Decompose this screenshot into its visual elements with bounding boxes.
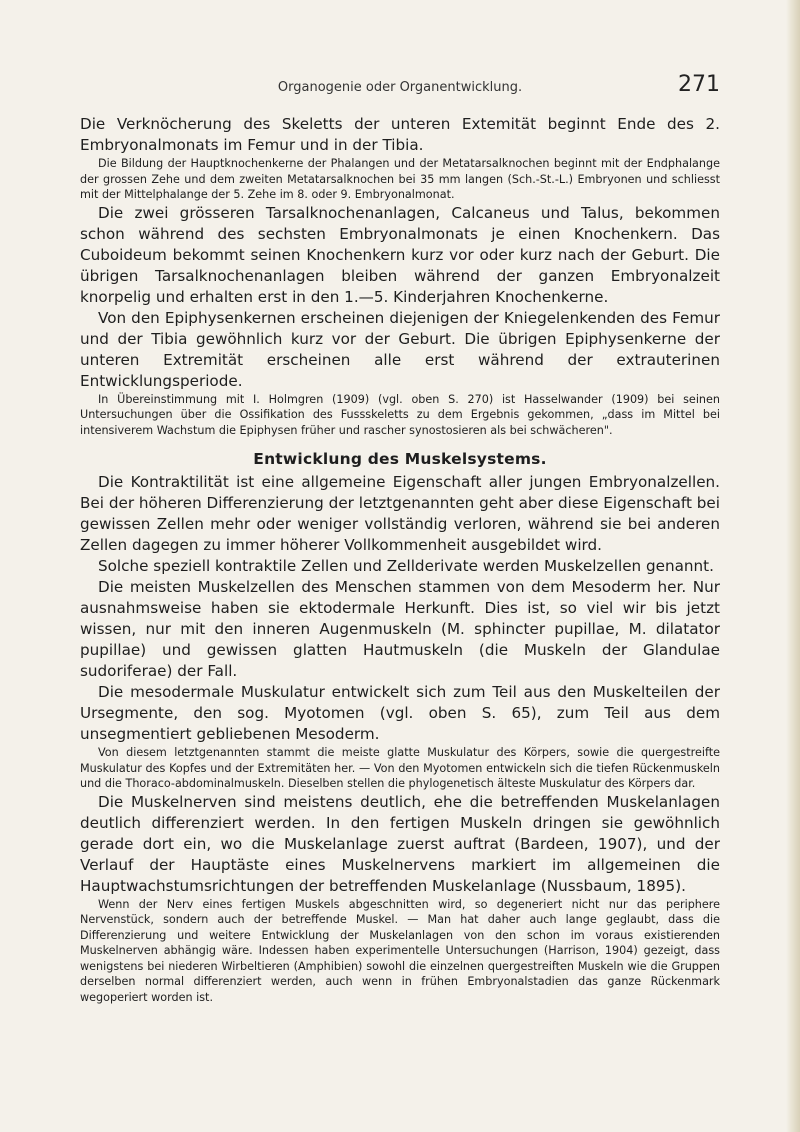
paragraph-mesodermal-musculature: Die mesodermale Muskulatur entwickelt sich zum Teil aus den Muskelteilen der Ursegmente, den sog. Myotomen (vgl. oben S. 65), zum Teil aus dem unsegmentiert gebliebenen Mesoderm. xyxy=(80,683,720,743)
page-edge-shadow xyxy=(786,0,800,1132)
paragraph-epiphyses: Von den Epiphysenkernen erscheinen diejenigen der Kniegelenkenden des Femur und der Tibia gewöhnlich kurz vor der Geburt. Die übrigen Epiphysenkerne der unteren Extremität erscheinen alle erst während der extrauterinen Entwicklungsperiode. xyxy=(80,308,720,390)
paragraph-tarsal: Die zwei grösseren Tarsalknochenanlagen, Calcaneus und Talus, bekommen schon während des sechsten Embryonalmonats je einen Knochenkern. Das Cuboideum bekommt seinen Knochenkern kurz vor oder kurz nach der Geburt. Die übrigen Tarsalknochenanlagen bleiben während der ganzen Embryonalzeit knorpelig und erhalten erst in den 1.—5. Kinderjahren Knochenkerne. xyxy=(80,203,720,306)
paragraph-mesoderm-origin: Die meisten Muskelzellen des Menschen stammen von dem Mesoderm her. Nur ausnahmsweise haben sie ektodermale Herkunft. Dies ist, so viel wir bis jetzt wissen, nur mit den inneren Augenmuskeln (M. sphincter pupillae, M. dilatator pupillae) und gewissen glatten Hautmuskeln (die Muskeln der Glandulae sudoriferae) der Fall. xyxy=(80,578,720,680)
note-nerve-experiments: Wenn der Nerv eines fertigen Muskels abgeschnitten wird, so degeneriert nicht nur das periphere Nervenstück, sondern auch der betreffende Muskel. — Man hat daher auch lange geglaubt, dass die Differenzierung und weitere Entwicklung der Muskelanlagen von den schon im voraus existierenden Muskelnerven abhängig wäre. Indessen haben experimentelle Untersuchungen (Harrison, 1904) gezeigt, dass wenigstens bei niederen Wirbeltieren (Amphibien) sowohl die einzelnen quergestreiften Muskeln wie die Gruppen derselben normal differenziert werden, auch wenn in frühen Embryonalstadien das ganze Rückenmark wegoperiert worden ist. xyxy=(80,897,720,1004)
note-phalanges: Die Bildung der Hauptknochenkerne der Phalangen und der Metatarsalknochen beginnt mit der Endphalange der grossen Zehe und dem zweiten Metatarsalknochen bei 35 mm langen (Sch.-St.-L.) Embryonen und schliesst mit der Mittelphalange der 5. Zehe im 8. oder 9. Embryonalmonat. xyxy=(80,157,720,201)
note-smooth-musculature: Von diesem letztgenannten stammt die meiste glatte Muskulatur des Körpers, sowie die quergestreifte Muskulatur des Kopfes und der Extremitäten her. — Von den Myotomen entwickeln sich die tiefen Rückenmuskeln und die Thoraco-abdominalmuskeln. Dieselben stellen die phylogenetisch älteste Muskulatur des Körpers dar. xyxy=(80,746,720,790)
page-number: 271 xyxy=(678,72,720,97)
section-heading: Entwicklung des Muskelsystems. xyxy=(253,450,547,468)
running-title: Organogenie oder Organentwicklung. xyxy=(277,80,523,95)
paragraph-ossification-start: Die Verknöcherung des Skeletts der unteren Extemität beginnt Ende des 2. Embryonalmonats im Femur und in der Tibia. xyxy=(80,115,720,154)
paragraph-muscle-cells: Solche speziell kontraktile Zellen und Zellderivate werden Muskelzellen genannt. xyxy=(98,557,714,575)
paragraph-muscle-nerves: Die Muskelnerven sind meistens deutlich, ehe die betreffenden Muskelanlagen deutlich differenziert werden. In den fertigen Muskeln dringen sie gewöhnlich gerade dort ein, wo die Muskelanlage zuerst auftrat (Bardeen, 1907), und der Verlauf der Hauptäste eines Muskelnervens markiert im allgemeinen die Hauptwachstumsrichtungen der betreffenden Muskelanlage (Nussbaum, 1895). xyxy=(80,792,720,895)
body-text xyxy=(80,114,720,1005)
note-holmgren: In Übereinstimmung mit I. Holmgren (1909) (vgl. oben S. 270) ist Hasselwander (1909) bei seinen Untersuchungen über die Ossifikation des Fussskeletts zu dem Ergebnis gekommen, „dass im Mittel bei intensiverem Wachstum die Epiphysen früher und rascher synostosieren als bei schwächeren". xyxy=(80,392,720,437)
page-header xyxy=(80,72,720,110)
paragraph-contractility: Die Kontraktilität ist eine allgemeine Eigenschaft aller jungen Embryonalzellen. Bei der höheren Differenzierung der letztgenannten geht aber diese Eigenschaft bei gewissen Zellen mehr oder weniger vollständig verloren, während sie bei anderen Zellen dagegen zu immer höherer Vollkommenheit ausgebildet wird. xyxy=(80,473,720,554)
